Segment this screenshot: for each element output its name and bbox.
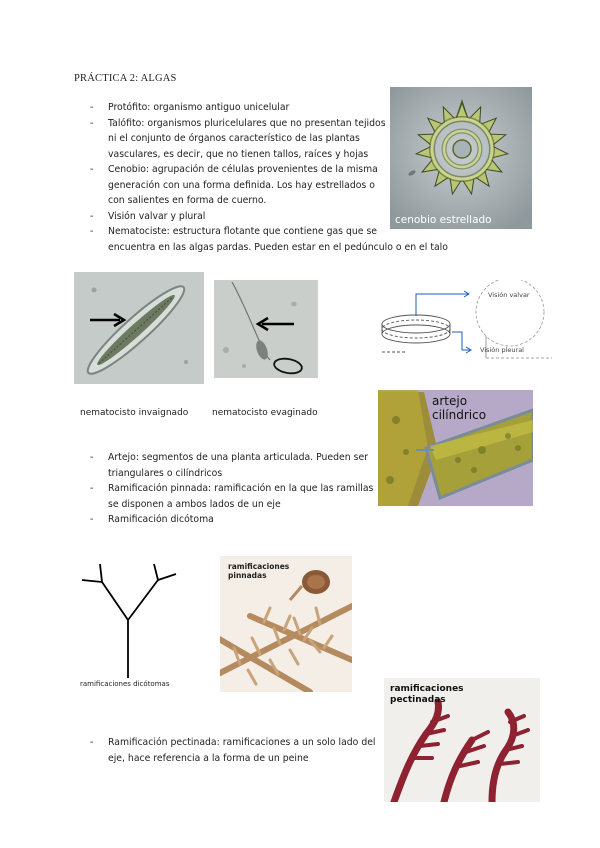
list-item <box>90 162 390 209</box>
list-item-line: generación con una forma definida. Los hay estrellados o <box>108 179 375 191</box>
pinnadas-label-line: pinnadas <box>228 571 267 580</box>
pinnadas-label <box>228 562 289 580</box>
cenobio-label: cenobio estrellado <box>395 214 492 226</box>
list-item <box>90 209 390 225</box>
caption-invaginado: nematocisto invaignado <box>80 408 189 418</box>
pectinadas-label-line: ramificaciones <box>390 684 464 694</box>
list-item-line: Ramificación dicótoma <box>108 514 214 525</box>
definitions-list-2 <box>90 450 380 528</box>
list-item-line: Ramificación pectinada: ramificaciones a un solo lado del <box>108 737 376 748</box>
valvar-pleural-diagram <box>376 280 556 380</box>
artejo-label-line: artejo <box>432 394 468 408</box>
list-item-line: vasculares, es decir, que no tienen tallos, raíces y hojas <box>108 148 369 160</box>
list-item-line: Talófito: organismos pluricelulares que no presentan tejidos <box>108 117 386 129</box>
caption-evaginado: nematocisto evaginado <box>212 408 318 418</box>
label-vision-valvar: Visión valvar <box>488 291 530 299</box>
dichotomous-branching-diagram <box>78 560 198 695</box>
cenobio-estrellado-image <box>390 87 532 229</box>
label-vision-pleural: Visión pleural <box>480 346 524 354</box>
ramificaciones-pectinadas-image <box>384 678 540 802</box>
definitions-list-3 <box>90 735 380 766</box>
list-item <box>90 735 380 766</box>
artejo-label-line: cilíndrico <box>432 408 487 422</box>
list-item-line: Cenobio: agrupación de células provenientes de la misma <box>108 164 378 175</box>
list-item-line: Nematociste: estructura flotante que contiene gas que se <box>108 226 378 237</box>
list-item-line: triangulares o cilíndricos <box>108 467 223 479</box>
list-item <box>90 450 380 481</box>
artejo-cilindrico-image <box>378 390 533 506</box>
nematocisto-evaginado-image <box>214 280 318 378</box>
dichotomous-label: ramificaciones dicótomas <box>80 680 170 688</box>
list-item-line: se disponen a ambos lados de un eje <box>108 498 281 510</box>
list-item-line: con salientes en forma de cuerno. <box>108 195 267 206</box>
list-item-line: Visión valvar y plural <box>108 210 206 222</box>
list-item-line: Artejo: segmentos de una planta articulada. Pueden ser <box>108 452 369 463</box>
list-item-line: eje, hace referencia a la forma de un peine <box>108 752 309 764</box>
list-item <box>90 512 380 528</box>
artejo-label <box>432 394 486 422</box>
page-title: PRÁCTICA 2: ALGAS <box>74 73 177 84</box>
list-item-line: Ramificación pinnada: ramificación en la que las ramillas <box>108 483 374 494</box>
list-item <box>90 100 390 116</box>
pectinadas-label-line: pectinadas <box>390 695 446 705</box>
list-item <box>90 116 390 163</box>
ramificaciones-pinnadas-image <box>220 556 352 692</box>
list-item-line: Protófito: organismo antiguo unicelular <box>108 102 290 113</box>
pectinadas-label <box>390 684 464 706</box>
nematocisto-invaginado-image <box>74 272 204 384</box>
list-item-line: ni el conjunto de órganos característico de las plantas <box>108 133 360 144</box>
pinnadas-label-line: ramificaciones <box>228 562 290 571</box>
list-item-line: encuentra en las algas pardas. Pueden estar en el pedúnculo o en el talo <box>108 241 448 253</box>
list-item <box>90 481 380 512</box>
